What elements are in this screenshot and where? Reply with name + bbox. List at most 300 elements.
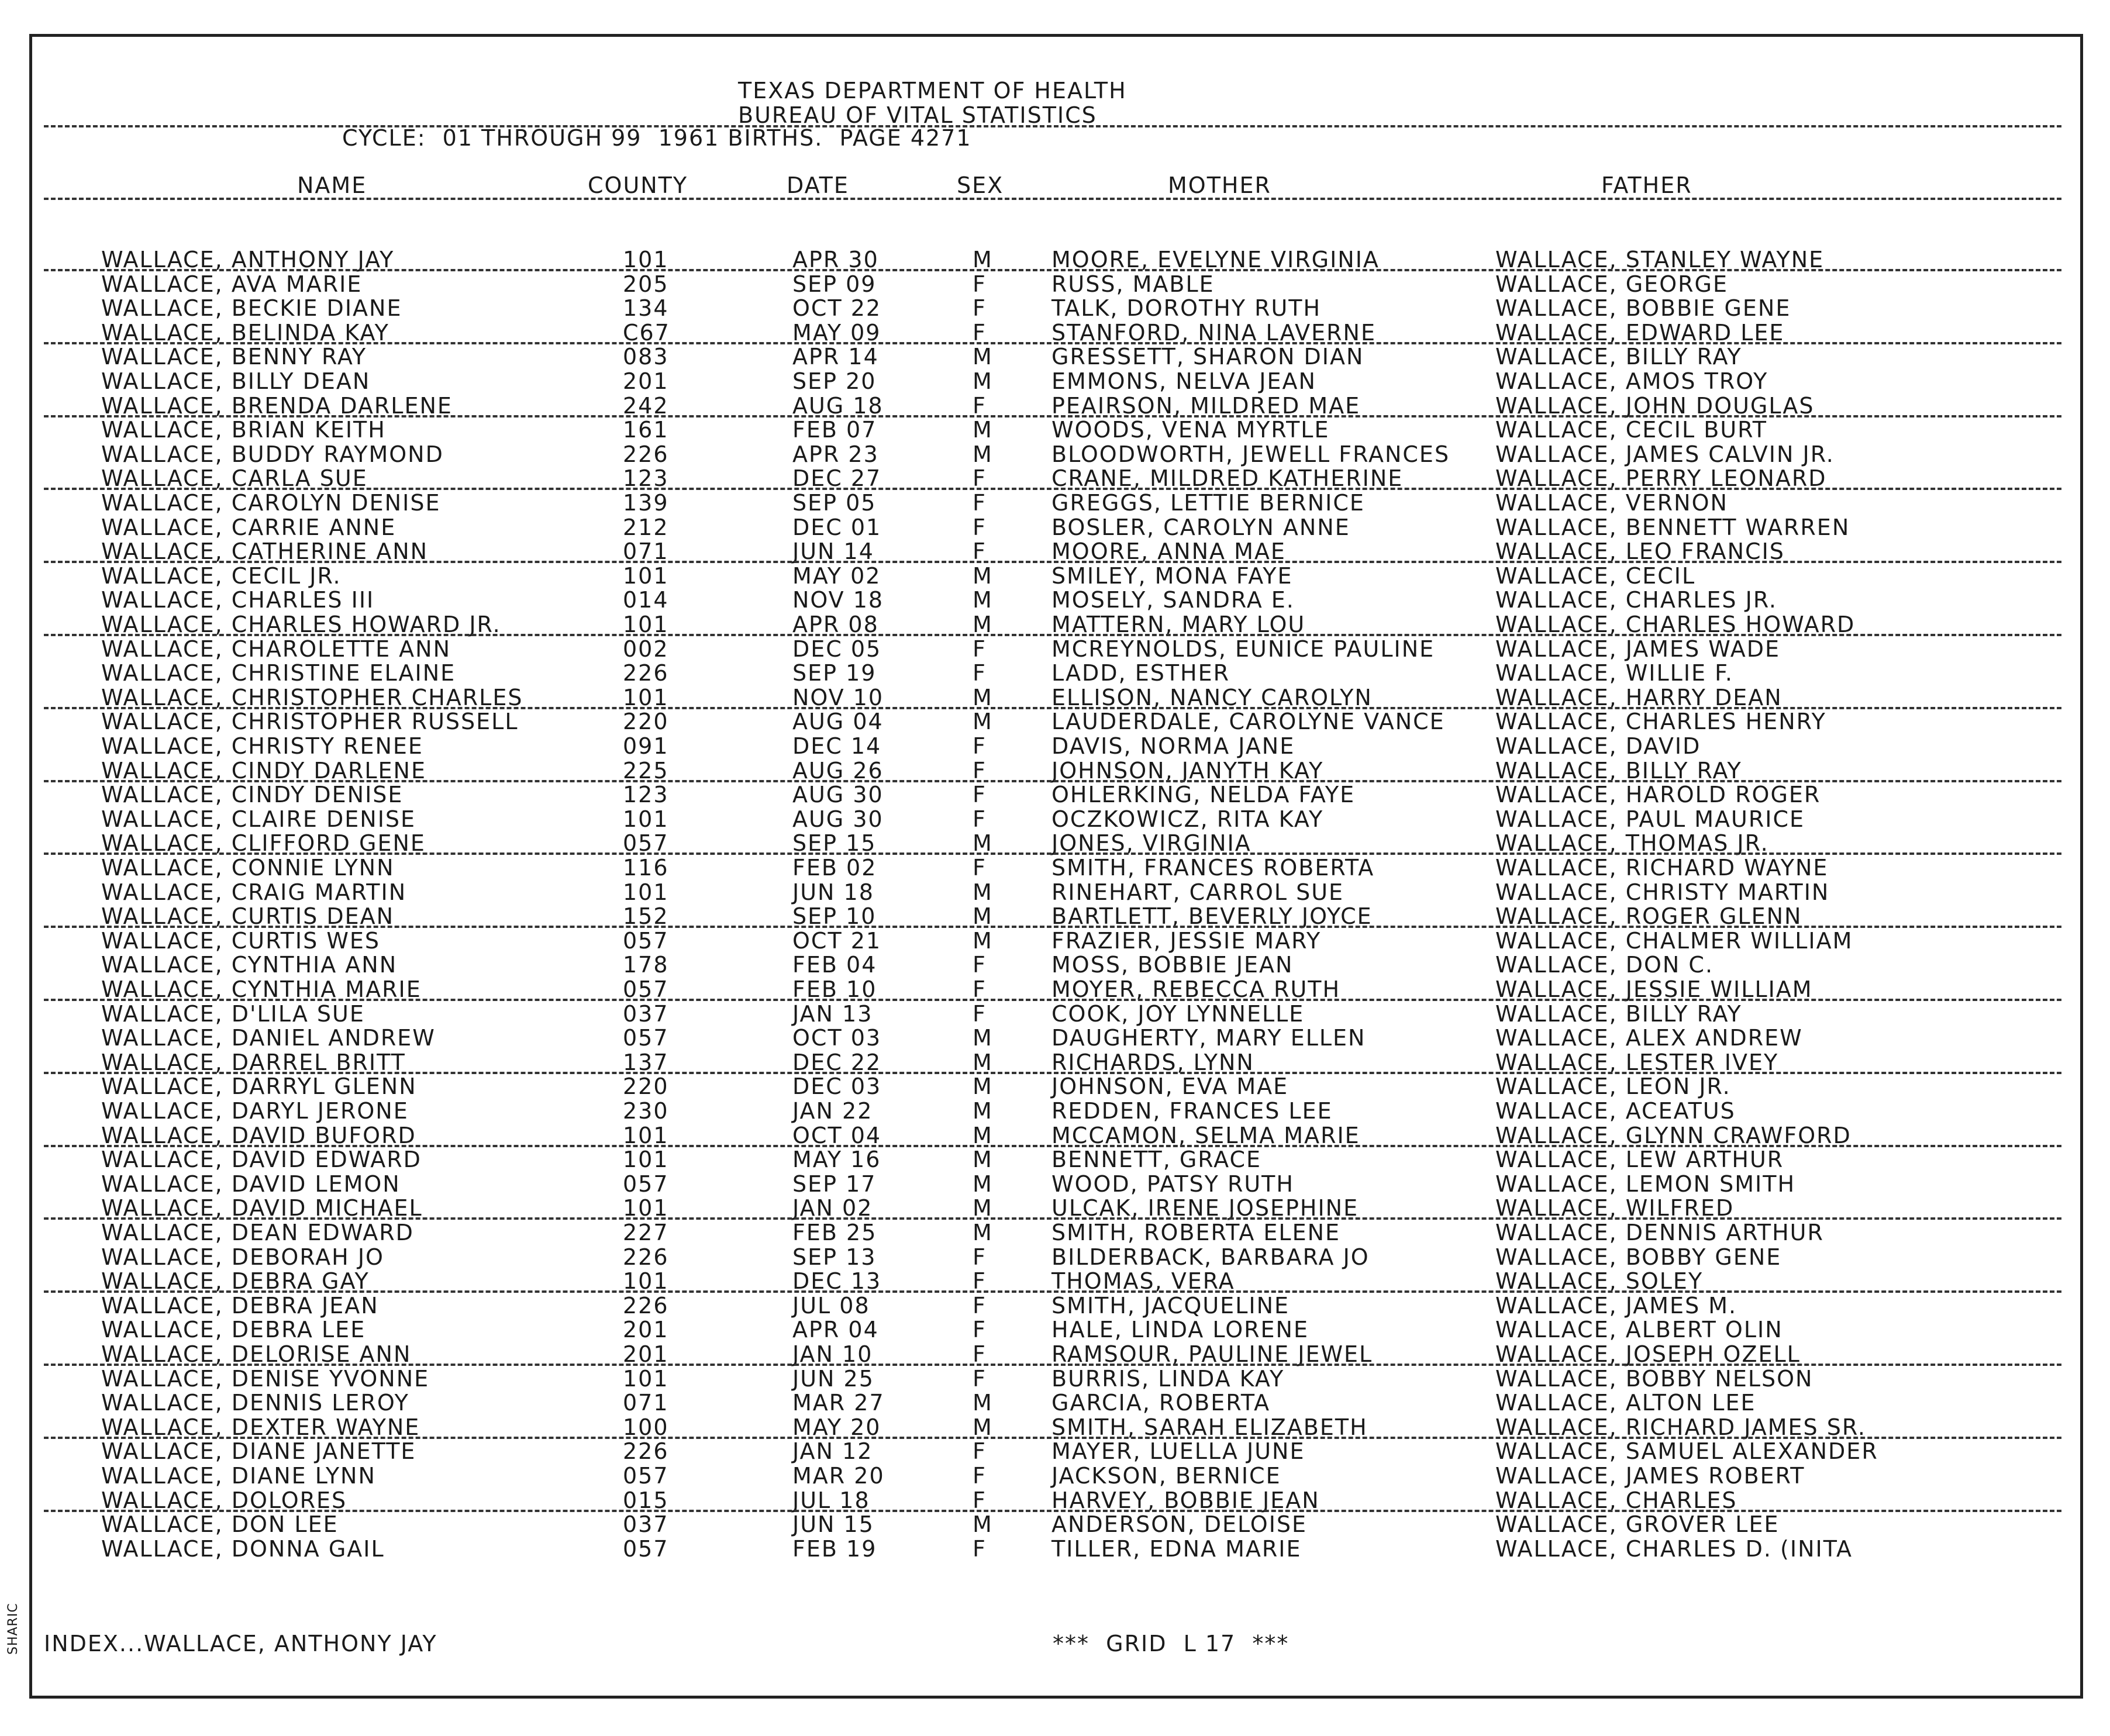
cell-mother: GREGGS, LETTIE BERNICE [1051, 490, 1365, 516]
cell-name: WALLACE, BRIAN KEITH [101, 417, 386, 443]
cell-county: 134 [623, 295, 669, 322]
cell-sex: F [973, 782, 987, 808]
cell-sex: M [973, 247, 993, 272]
table-row [0, 1513, 2110, 1538]
cell-mother: BLOODWORTH, JEWELL FRANCES [1051, 441, 1450, 467]
cell-county: 057 [623, 1171, 669, 1197]
table-row [0, 1292, 2110, 1319]
cell-father: WALLACE, BOBBIE GENE [1495, 295, 1791, 322]
table-row [0, 273, 2110, 298]
cell-sex: M [973, 709, 993, 735]
cell-county: 212 [623, 514, 669, 540]
cell-county: 071 [623, 539, 669, 565]
cell-sex: F [973, 1292, 987, 1319]
cell-name: WALLACE, DEBORAH JO [101, 1244, 384, 1270]
cell-county: 057 [623, 1463, 669, 1489]
cell-date: SEP 09 [792, 271, 877, 297]
cell-mother: WOOD, PATSY RUTH [1051, 1171, 1294, 1197]
cell-name: WALLACE, BECKIE DIANE [101, 295, 402, 322]
cell-name: WALLACE, DELORISE ANN [101, 1341, 412, 1367]
cell-name: WALLACE, CHRISTOPHER CHARLES [101, 684, 523, 710]
cell-name: WALLACE, D'LILA SUE [101, 1000, 365, 1027]
table-row [0, 1465, 2110, 1489]
cell-father: WALLACE, GLYNN CRAWFORD [1495, 1122, 1852, 1148]
cell-sex: F [973, 465, 987, 492]
cell-father: WALLACE, ACEATUS [1495, 1098, 1736, 1124]
cell-name: WALLACE, DAVID BUFORD [101, 1122, 416, 1148]
cell-name: WALLACE, CECIL JR. [101, 562, 342, 589]
cell-name: WALLACE, DEAN EDWARD [101, 1220, 414, 1245]
cell-sex: M [973, 368, 993, 394]
cell-mother: LAUDERDALE, CAROLYNE VANCE [1051, 709, 1445, 735]
cell-county: 201 [623, 1317, 669, 1343]
cell-name: WALLACE, CRAIG MARTIN [101, 879, 407, 905]
cell-sex: M [973, 927, 993, 954]
cell-mother: OHLERKING, NELDA FAYE [1051, 782, 1356, 808]
cell-sex: F [973, 660, 987, 686]
cell-sex: F [973, 1000, 987, 1027]
cell-date: NOV 18 [792, 587, 884, 613]
table-row [0, 1535, 2110, 1562]
cell-mother: MOORE, ANNA MAE [1051, 539, 1286, 565]
cell-mother: HALE, LINDA LORENE [1051, 1317, 1309, 1343]
cell-date: FEB 07 [792, 417, 877, 443]
cell-name: WALLACE, CYNTHIA ANN [101, 952, 398, 978]
cell-county: 123 [623, 465, 669, 492]
cell-county: 101 [623, 562, 669, 589]
cell-name: WALLACE, DARRYL GLENN [101, 1074, 417, 1100]
cell-county: 116 [623, 855, 669, 881]
cell-father: WALLACE, ROGER GLENN [1495, 903, 1802, 930]
cell-father: WALLACE, STANLEY WAYNE [1495, 247, 1825, 272]
cell-father: WALLACE, BILLY RAY [1495, 1000, 1742, 1027]
cell-name: WALLACE, DENISE YVONNE [101, 1365, 430, 1392]
cell-sex: F [973, 855, 987, 881]
cell-sex: M [973, 903, 993, 930]
cell-name: WALLACE, DEBRA LEE [101, 1317, 366, 1343]
cell-mother: COOK, JOY LYNNELLE [1051, 1000, 1305, 1027]
cell-county: 226 [623, 1438, 669, 1465]
cell-mother: SMITH, FRANCES ROBERTA [1051, 855, 1375, 881]
column-header-father: FATHER [1601, 172, 1692, 198]
cell-date: APR 04 [792, 1317, 879, 1343]
cell-county: 101 [623, 806, 669, 832]
column-header-mother: MOTHER [1168, 172, 1271, 198]
cell-father: WALLACE, SAMUEL ALEXANDER [1495, 1438, 1878, 1465]
cell-father: WALLACE, CHARLES [1495, 1487, 1737, 1513]
cell-date: AUG 26 [792, 757, 884, 784]
cell-date: SEP 13 [792, 1244, 877, 1270]
cell-sex: M [973, 1171, 993, 1197]
cell-name: WALLACE, DAVID LEMON [101, 1171, 401, 1197]
cell-county: 226 [623, 660, 669, 686]
cell-name: WALLACE, CHARLES III [101, 587, 375, 613]
cell-date: JAN 22 [792, 1098, 873, 1124]
cell-sex: M [973, 830, 993, 857]
cell-date: MAY 09 [792, 319, 881, 346]
cell-mother: MCCAMON, SELMA MARIE [1051, 1122, 1360, 1148]
cell-father: WALLACE, CHARLES D. (INITA [1495, 1535, 1853, 1562]
cell-father: WALLACE, BILLY RAY [1495, 344, 1742, 370]
cell-name: WALLACE, DEBRA JEAN [101, 1292, 379, 1319]
cell-mother: ELLISON, NANCY CAROLYN [1051, 684, 1373, 710]
cell-father: WALLACE, AMOS TROY [1495, 368, 1768, 394]
cell-father: WALLACE, ALBERT OLIN [1495, 1317, 1783, 1343]
cell-father: WALLACE, CHALMER WILLIAM [1495, 927, 1853, 954]
cell-name: WALLACE, CURTIS WES [101, 927, 381, 954]
table-row [0, 1440, 2110, 1465]
cell-mother: REDDEN, FRANCES LEE [1051, 1098, 1333, 1124]
table-row [0, 1000, 2110, 1027]
cell-date: FEB 10 [792, 976, 877, 1002]
cell-date: AUG 18 [792, 392, 884, 419]
cell-county: 178 [623, 952, 669, 978]
cell-sex: M [973, 1074, 993, 1100]
cell-mother: MAYER, LUELLA JUNE [1051, 1438, 1305, 1465]
cell-sex: F [973, 1535, 987, 1562]
cell-sex: M [973, 344, 993, 370]
cell-county: 226 [623, 1244, 669, 1270]
cycle-line: CYCLE: 01 THROUGH 99 1961 BIRTHS. PAGE 4271 [342, 125, 972, 151]
table-row [0, 492, 2110, 516]
cell-father: WALLACE, ALTON LEE [1495, 1390, 1756, 1416]
column-header-sex: SEX [957, 172, 1004, 198]
cell-father: WALLACE, LEO FRANCIS [1495, 539, 1785, 565]
cell-father: WALLACE, CHARLES HOWARD [1495, 612, 1856, 637]
cell-name: WALLACE, DAVID MICHAEL [101, 1195, 423, 1221]
cell-father: WALLACE, JAMES WADE [1495, 636, 1781, 662]
cell-date: JAN 13 [792, 1000, 873, 1027]
cell-father: WALLACE, GROVER LEE [1495, 1511, 1780, 1538]
cell-name: WALLACE, CINDY DENISE [101, 782, 404, 808]
cell-mother: BURRIS, LINDA KAY [1051, 1365, 1285, 1392]
table-row [0, 1075, 2110, 1100]
cell-father: WALLACE, HARRY DEAN [1495, 684, 1783, 710]
cell-county: 057 [623, 1535, 669, 1562]
cell-sex: M [973, 1098, 993, 1124]
table-row [0, 1100, 2110, 1124]
cell-mother: WOODS, VENA MYRTLE [1051, 417, 1330, 443]
cell-mother: MOSS, BOBBIE JEAN [1051, 952, 1294, 978]
table-row [0, 443, 2110, 468]
cell-sex: F [973, 514, 987, 540]
bureau-title: BUREAU OF VITAL STATISTICS [738, 102, 1097, 128]
cell-father: WALLACE, CECIL [1495, 562, 1696, 589]
cell-county: 101 [623, 612, 669, 637]
cell-mother: MOORE, EVELYNE VIRGINIA [1051, 247, 1380, 272]
cell-name: WALLACE, CURTIS DEAN [101, 903, 395, 930]
cell-name: WALLACE, CYNTHIA MARIE [101, 976, 422, 1002]
cell-county: 101 [623, 684, 669, 710]
cell-sex: F [973, 1317, 987, 1343]
cell-date: JUL 08 [792, 1292, 870, 1319]
cell-county: 057 [623, 976, 669, 1002]
cell-date: OCT 04 [792, 1122, 882, 1148]
cell-father: WALLACE, HAROLD ROGER [1495, 782, 1821, 808]
margin-mark: SHARIC [6, 1603, 20, 1655]
cell-sex: M [973, 879, 993, 905]
cell-father: WALLACE, JOSEPH OZELL [1495, 1341, 1801, 1367]
cell-father: WALLACE, EDWARD LEE [1495, 319, 1785, 346]
cell-name: WALLACE, BILLY DEAN [101, 368, 371, 394]
table-row [0, 516, 2110, 541]
cell-date: MAY 16 [792, 1147, 881, 1173]
cell-mother: SMITH, SARAH ELIZABETH [1051, 1414, 1368, 1440]
cell-sex: M [973, 562, 993, 589]
cell-date: JUN 15 [792, 1511, 874, 1538]
cell-mother: LADD, ESTHER [1051, 660, 1230, 686]
cell-mother: BOSLER, CAROLYN ANNE [1051, 514, 1350, 540]
cell-county: 057 [623, 1025, 669, 1051]
cell-sex: M [973, 1511, 993, 1538]
cell-name: WALLACE, BENNY RAY [101, 344, 367, 370]
cell-county: 015 [623, 1487, 669, 1513]
cell-county: 101 [623, 1268, 669, 1295]
cell-date: DEC 22 [792, 1049, 882, 1075]
cell-date: SEP 17 [792, 1171, 877, 1197]
table-row [0, 1148, 2110, 1173]
table-row [0, 1319, 2110, 1343]
cell-date: AUG 30 [792, 806, 884, 832]
cell-name: WALLACE, DANIEL ANDREW [101, 1025, 436, 1051]
cell-date: APR 08 [792, 612, 879, 637]
grid-line: *** GRID L 17 *** [1053, 1631, 1290, 1656]
cell-sex: M [973, 1414, 993, 1440]
cell-county: 123 [623, 782, 669, 808]
cell-sex: F [973, 392, 987, 419]
cell-county: 083 [623, 344, 669, 370]
table-row [0, 346, 2110, 370]
cell-name: WALLACE, DIANE LYNN [101, 1463, 376, 1489]
cell-county: 091 [623, 733, 669, 759]
cell-mother: JONES, VIRGINIA [1051, 830, 1251, 857]
cell-date: SEP 20 [792, 368, 877, 394]
cell-date: FEB 25 [792, 1220, 877, 1245]
cell-county: 230 [623, 1098, 669, 1124]
cell-father: WALLACE, DENNIS ARTHUR [1495, 1220, 1824, 1245]
cell-mother: STANFORD, NINA LAVERNE [1051, 319, 1376, 346]
cell-sex: M [973, 587, 993, 613]
cell-mother: SMILEY, MONA FAYE [1051, 562, 1293, 589]
cell-sex: F [973, 539, 987, 565]
cell-county: 101 [623, 1365, 669, 1392]
cell-father: WALLACE, CHRISTY MARTIN [1495, 879, 1830, 905]
cell-mother: OCZKOWICZ, RITA KAY [1051, 806, 1324, 832]
cell-county: 220 [623, 1074, 669, 1100]
cell-sex: F [973, 1268, 987, 1295]
cell-date: SEP 05 [792, 490, 877, 516]
cell-sex: F [973, 271, 987, 297]
cell-date: AUG 30 [792, 782, 884, 808]
cell-mother: RUSS, MABLE [1051, 271, 1215, 297]
cell-father: WALLACE, WILFRED [1495, 1195, 1735, 1221]
cell-sex: M [973, 1049, 993, 1075]
table-row [0, 638, 2110, 662]
cell-county: 226 [623, 1292, 669, 1319]
table-row [0, 562, 2110, 589]
column-header-divider [44, 198, 2061, 200]
cell-name: WALLACE, DOLORES [101, 1487, 347, 1513]
cell-sex: M [973, 612, 993, 637]
cell-date: JAN 12 [792, 1438, 873, 1465]
cell-father: WALLACE, LEW ARTHUR [1495, 1147, 1784, 1173]
cell-name: WALLACE, AVA MARIE [101, 271, 363, 297]
table-row [0, 1392, 2110, 1416]
cell-date: SEP 19 [792, 660, 877, 686]
table-row [0, 370, 2110, 395]
cell-father: WALLACE, DON C. [1495, 952, 1714, 978]
table-row [0, 1365, 2110, 1392]
cell-sex: M [973, 684, 993, 710]
cell-mother: BARTLETT, BEVERLY JOYCE [1051, 903, 1373, 930]
cell-name: WALLACE, CHAROLETTE ANN [101, 636, 451, 662]
cell-father: WALLACE, BOBBY GENE [1495, 1244, 1782, 1270]
cell-father: WALLACE, JAMES M. [1495, 1292, 1737, 1319]
table-row [0, 954, 2110, 978]
cell-county: 100 [623, 1414, 669, 1440]
cell-mother: TILLER, EDNA MARIE [1051, 1535, 1302, 1562]
cell-mother: FRAZIER, JESSIE MARY [1051, 927, 1322, 954]
cell-father: WALLACE, LEON JR. [1495, 1074, 1731, 1100]
cell-sex: F [973, 1463, 987, 1489]
cell-name: WALLACE, CINDY DARLENE [101, 757, 426, 784]
cell-mother: PEAIRSON, MILDRED MAE [1051, 392, 1361, 419]
cell-mother: MATTERN, MARY LOU [1051, 612, 1306, 637]
table-row [0, 808, 2110, 833]
cell-date: AUG 04 [792, 709, 884, 735]
cell-date: JAN 10 [792, 1341, 873, 1367]
cell-date: DEC 05 [792, 636, 882, 662]
cell-father: WALLACE, BOBBY NELSON [1495, 1365, 1814, 1392]
cell-date: OCT 22 [792, 295, 882, 322]
column-header-name: NAME [297, 172, 367, 198]
column-header-county: COUNTY [588, 172, 688, 198]
cell-sex: F [973, 295, 987, 322]
column-header-date: DATE [787, 172, 849, 198]
cell-sex: M [973, 1195, 993, 1221]
table-row [0, 710, 2110, 735]
cell-father: WALLACE, CHARLES HENRY [1495, 709, 1826, 735]
cell-date: DEC 13 [792, 1268, 882, 1295]
cell-county: C67 [623, 319, 670, 346]
cell-county: 057 [623, 927, 669, 954]
cell-sex: F [973, 1487, 987, 1513]
table-row [0, 1173, 2110, 1197]
cell-father: WALLACE, VERNON [1495, 490, 1728, 516]
cell-name: WALLACE, BELINDA KAY [101, 319, 389, 346]
cell-date: OCT 21 [792, 927, 882, 954]
cell-father: WALLACE, RICHARD WAYNE [1495, 855, 1829, 881]
cell-father: WALLACE, JOHN DOUGLAS [1495, 392, 1815, 419]
cell-date: DEC 27 [792, 465, 882, 492]
cell-date: JUN 18 [792, 879, 874, 905]
cell-county: 101 [623, 247, 669, 272]
table-row [0, 419, 2110, 443]
cell-mother: MOYER, REBECCA RUTH [1051, 976, 1341, 1002]
cell-date: SEP 10 [792, 903, 877, 930]
table-row [0, 1027, 2110, 1051]
cell-name: WALLACE, CLIFFORD GENE [101, 830, 426, 857]
cell-county: 037 [623, 1000, 669, 1027]
cell-date: SEP 15 [792, 830, 877, 857]
cell-name: WALLACE, CHARLES HOWARD JR. [101, 612, 501, 637]
cell-sex: F [973, 1365, 987, 1392]
cell-county: 205 [623, 271, 669, 297]
cell-name: WALLACE, DIANE JANETTE [101, 1438, 416, 1465]
cell-date: MAY 20 [792, 1414, 881, 1440]
cell-date: FEB 04 [792, 952, 877, 978]
cell-county: 152 [623, 903, 669, 930]
cell-sex: F [973, 490, 987, 516]
cell-father: WALLACE, BENNETT WARREN [1495, 514, 1850, 540]
cell-father: WALLACE, BILLY RAY [1495, 757, 1742, 784]
cell-father: WALLACE, PERRY LEONARD [1495, 465, 1827, 492]
cell-father: WALLACE, THOMAS JR. [1495, 830, 1769, 857]
cell-mother: RICHARDS, LYNN [1051, 1049, 1254, 1075]
cell-mother: DAVIS, NORMA JANE [1051, 733, 1295, 759]
cell-county: 161 [623, 417, 669, 443]
cell-sex: F [973, 757, 987, 784]
cell-sex: F [973, 976, 987, 1002]
cell-mother: DAUGHERTY, MARY ELLEN [1051, 1025, 1366, 1051]
table-row [0, 1221, 2110, 1246]
cell-name: WALLACE, CHRISTOPHER RUSSELL [101, 709, 519, 735]
cell-name: WALLACE, DON LEE [101, 1511, 339, 1538]
cell-father: WALLACE, PAUL MAURICE [1495, 806, 1805, 832]
cell-county: 201 [623, 368, 669, 394]
cell-mother: HARVEY, BOBBIE JEAN [1051, 1487, 1320, 1513]
cell-county: 057 [623, 830, 669, 857]
cell-mother: EMMONS, NELVA JEAN [1051, 368, 1316, 394]
cell-name: WALLACE, CATHERINE ANN [101, 539, 429, 565]
cell-father: WALLACE, JAMES ROBERT [1495, 1463, 1805, 1489]
cell-father: WALLACE, RICHARD JAMES SR. [1495, 1414, 1866, 1440]
cell-date: JAN 02 [792, 1195, 873, 1221]
cell-sex: F [973, 1341, 987, 1367]
cell-sex: F [973, 636, 987, 662]
cell-mother: JACKSON, BERNICE [1051, 1463, 1281, 1489]
cell-date: JUN 14 [792, 539, 874, 565]
cell-date: APR 30 [792, 247, 879, 272]
cell-mother: JOHNSON, JANYTH KAY [1051, 757, 1324, 784]
cell-county: 101 [623, 1195, 669, 1221]
table-row [0, 589, 2110, 613]
cell-date: NOV 10 [792, 684, 884, 710]
cell-sex: M [973, 1390, 993, 1416]
cell-county: 101 [623, 879, 669, 905]
cell-date: MAR 20 [792, 1463, 885, 1489]
cell-county: 226 [623, 441, 669, 467]
cell-date: OCT 03 [792, 1025, 882, 1051]
cell-sex: M [973, 417, 993, 443]
cell-name: WALLACE, CONNIE LYNN [101, 855, 395, 881]
cell-sex: F [973, 806, 987, 832]
cell-county: 002 [623, 636, 669, 662]
cell-mother: THOMAS, VERA [1051, 1268, 1235, 1295]
cell-name: WALLACE, CAROLYN DENISE [101, 490, 441, 516]
cell-mother: GRESSETT, SHARON DIAN [1051, 344, 1364, 370]
cell-date: DEC 14 [792, 733, 882, 759]
cell-county: 137 [623, 1049, 669, 1075]
cell-county: 071 [623, 1390, 669, 1416]
cell-name: WALLACE, DEBRA GAY [101, 1268, 370, 1295]
cell-county: 101 [623, 1147, 669, 1173]
cell-county: 101 [623, 1122, 669, 1148]
cell-date: FEB 02 [792, 855, 877, 881]
cell-sex: M [973, 1025, 993, 1051]
cell-mother: RINEHART, CARROL SUE [1051, 879, 1344, 905]
cell-father: WALLACE, JESSIE WILLIAM [1495, 976, 1813, 1002]
